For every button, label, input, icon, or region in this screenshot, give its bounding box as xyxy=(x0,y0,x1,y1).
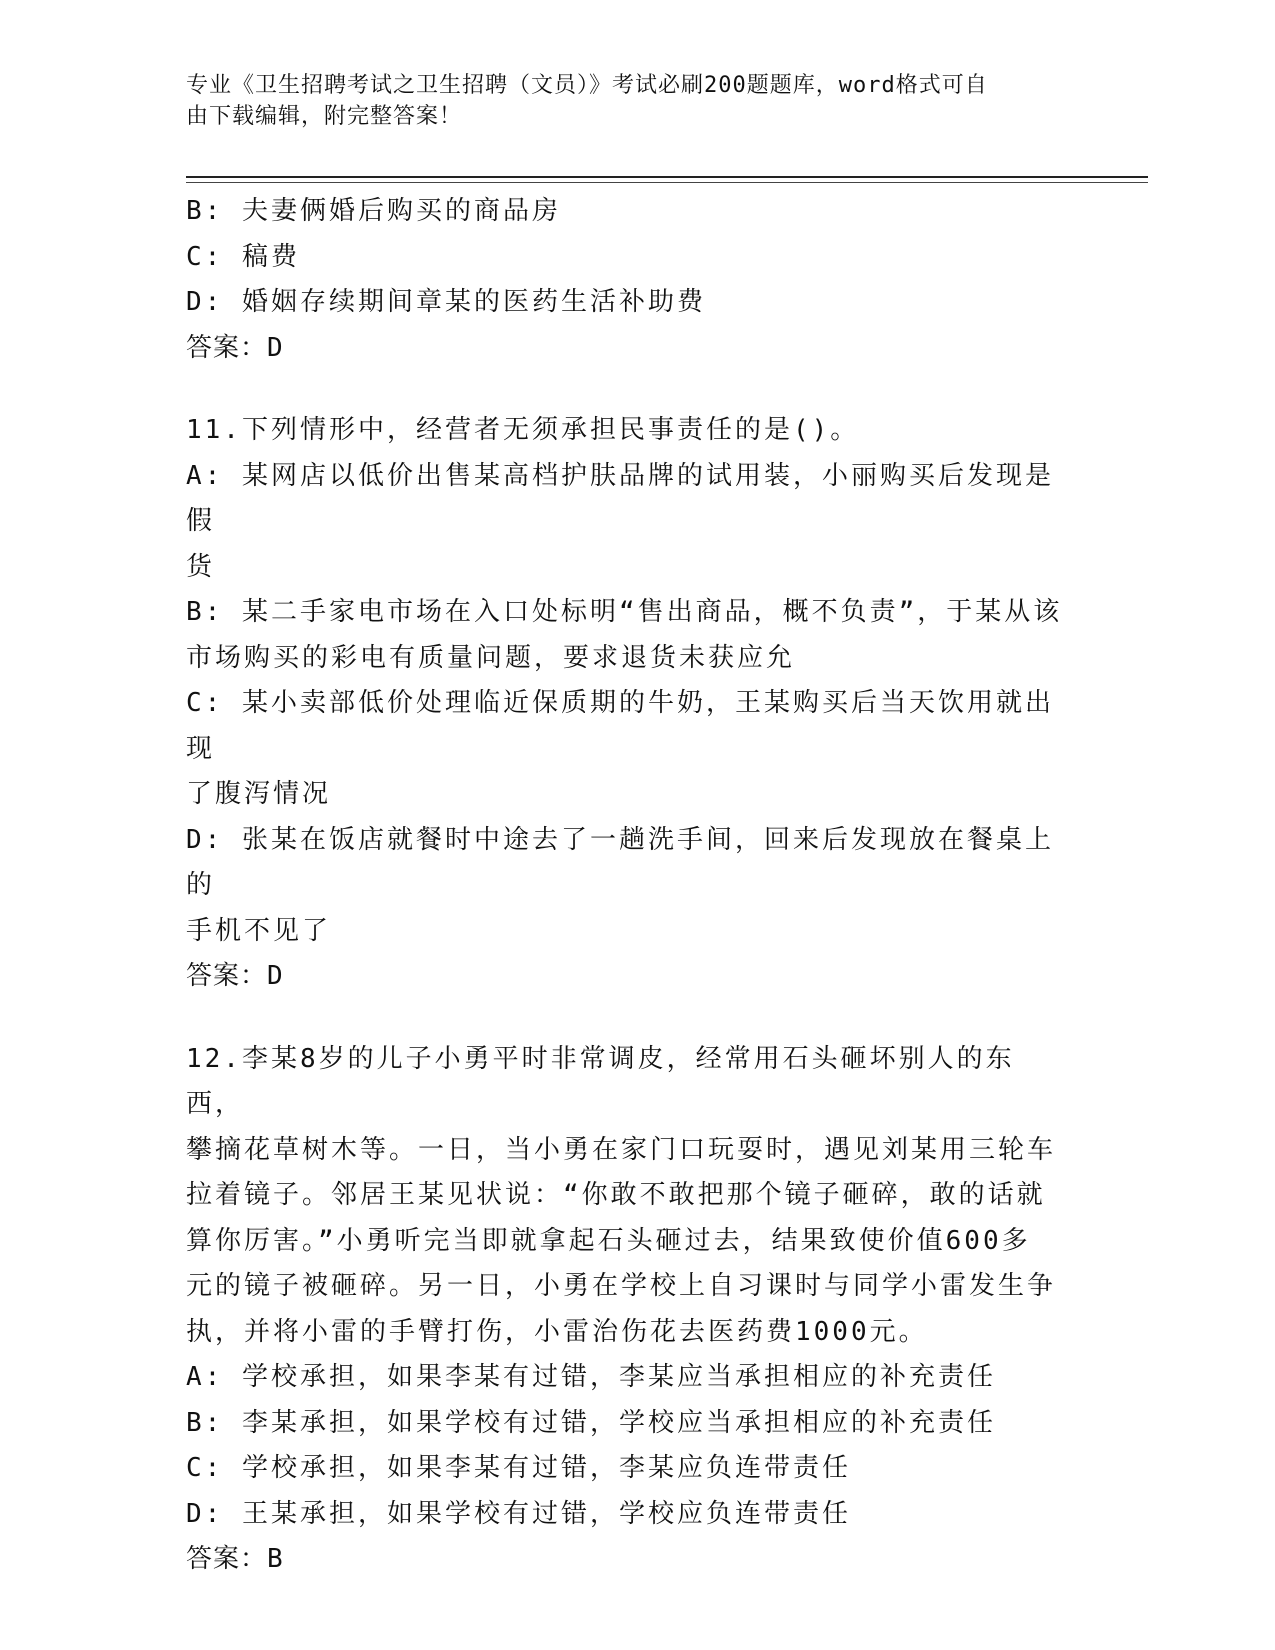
q12-question-line-5: 元的镜子被砸碎。另一日，小勇在学校上自习课时与同学小雷发生争 xyxy=(186,1271,1057,1301)
q12-option-b: B: 李某承担，如果学校有过错，学校应当承担相应的补充责任 xyxy=(186,1407,996,1438)
q12-question-line-4: 算你厉害。”小勇听完当即就拿起石头砸过去，结果致使价值600多 xyxy=(186,1225,1031,1256)
q12-option-c: C: 学校承担，如果李某有过错，李某应负连带责任 xyxy=(186,1453,851,1483)
q12-question-line-1: 12.李某8岁的儿子小勇平时非常调皮，经常用石头砸坏别人的东西， xyxy=(186,1043,1015,1119)
q12-option-d: D: 王某承担，如果学校有过错，学校应负连带责任 xyxy=(186,1498,851,1529)
q12-question-line-2: 攀摘花草树木等。一日，当小勇在家门口玩耍时，遇见刘某用三轮车 xyxy=(186,1134,1057,1165)
document-body xyxy=(186,189,1066,1583)
question-12-block xyxy=(186,1037,1066,1583)
question-spacer xyxy=(186,371,1066,408)
q11-option-d-line-1: D: 张某在饭店就餐时中途去了一趟洗手间，回来后发现放在餐桌上的 xyxy=(186,824,1054,900)
q11-option-a-line-1: A: 某网店以低价出售某高档护肤品牌的试用装，小丽购买后发现是假 xyxy=(186,460,1054,536)
q10-option-d: D: 婚姻存续期间章某的医药生活补助费 xyxy=(186,287,706,317)
header-line-1: 专业《卫生招聘考试之卫生招聘（文员）》考试必刷200题题库，word格式可自 xyxy=(186,73,988,98)
q10-answer: 答案：D xyxy=(186,332,284,363)
q10-option-c: C: 稿费 xyxy=(186,241,300,272)
q12-question-line-3: 拉着镜子。邻居王某见状说：“你敢不敢把那个镜子砸碎，敢的话就 xyxy=(186,1180,1046,1210)
header-divider-thick xyxy=(186,176,1148,178)
q12-option-a: A: 学校承担，如果李某有过错，李某应当承担相应的补充责任 xyxy=(186,1362,996,1392)
q11-option-d-line-2: 手机不见了 xyxy=(186,915,332,946)
q12-question-line-6: 执，并将小雷的手臂打伤，小雷治伤花去医药费1000元。 xyxy=(186,1316,928,1347)
q11-option-b-line-1: B: 某二手家电市场在入口处标明“售出商品，概不负责”，于某从该 xyxy=(186,597,1063,627)
header-divider-thin xyxy=(186,182,1148,183)
header-line-2: 由下载编辑，附完整答案！ xyxy=(186,104,463,129)
q11-option-c-line-2: 了腹泻情况 xyxy=(186,779,332,809)
question-spacer xyxy=(186,1000,1066,1037)
q11-answer: 答案：D xyxy=(186,961,284,991)
q12-answer: 答案：B xyxy=(186,1544,284,1574)
q11-option-c-line-1: C: 某小卖部低价处理临近保质期的牛奶，王某购买后当天饮用就出现 xyxy=(186,688,1054,764)
question-10-block xyxy=(186,189,1066,371)
document-header xyxy=(186,70,1066,132)
q10-option-b: B: 夫妻俩婚后购买的商品房 xyxy=(186,196,561,226)
q11-question: 11.下列情形中，经营者无须承担民事责任的是()。 xyxy=(186,415,860,445)
q11-option-b-line-2: 市场购买的彩电有质量问题，要求退货未获应允 xyxy=(186,642,796,673)
q11-option-a-line-2: 货 xyxy=(186,551,216,582)
question-11-block xyxy=(186,408,1066,1000)
